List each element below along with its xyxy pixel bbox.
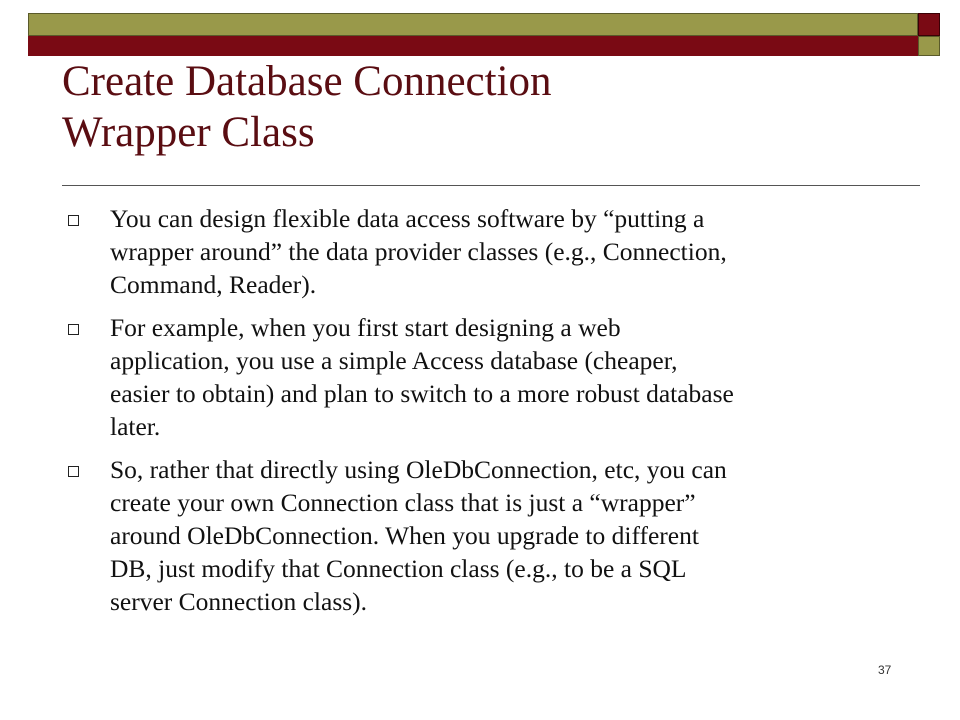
slide-title (62, 56, 912, 158)
bullet-text-line: around OleDbConnection. When you upgrade to different (110, 521, 699, 550)
hollow-square-bullet-icon (68, 324, 79, 335)
bullet-text-line: You can design flexible data access software by “putting a (110, 204, 705, 233)
bullet-text-line: server Connection class). (110, 587, 368, 616)
header-bar-maroon (28, 36, 918, 56)
bullet-item (62, 453, 912, 618)
bullet-text-line: For example, when you first start designing a web (110, 313, 621, 342)
bullet-text-line: So, rather that directly using OleDbConnection, etc, you can (110, 455, 727, 484)
bullet-text-line: Command, Reader). (110, 270, 317, 299)
page-number: 37 (878, 663, 892, 677)
bullet-text-line: easier to obtain) and plan to switch to a more robust database (110, 379, 734, 408)
bullet-text-line: create your own Connection class that is just a “wrapper” (110, 488, 696, 517)
slide-title-line-1: Create Database Connection (62, 58, 552, 105)
header-corner-block-maroon (918, 13, 940, 36)
bullet-item (62, 202, 912, 301)
bullet-text-line: DB, just modify that Connection class (e.g., to be a SQL (110, 554, 687, 583)
bullet-text-line: later. (110, 412, 161, 441)
header-corner-block-olive (918, 36, 940, 56)
header-bar-olive (28, 13, 918, 36)
bullet-text-line: application, you use a simple Access database (cheaper, (110, 346, 678, 375)
slide-title-line-2: Wrapper Class (62, 109, 315, 156)
title-divider (62, 185, 920, 186)
bullet-item (62, 311, 912, 443)
bullet-list (62, 202, 912, 628)
hollow-square-bullet-icon (68, 215, 79, 226)
bullet-text-line: wrapper around” the data provider classes (e.g., Connection, (110, 237, 727, 266)
hollow-square-bullet-icon (68, 466, 79, 477)
